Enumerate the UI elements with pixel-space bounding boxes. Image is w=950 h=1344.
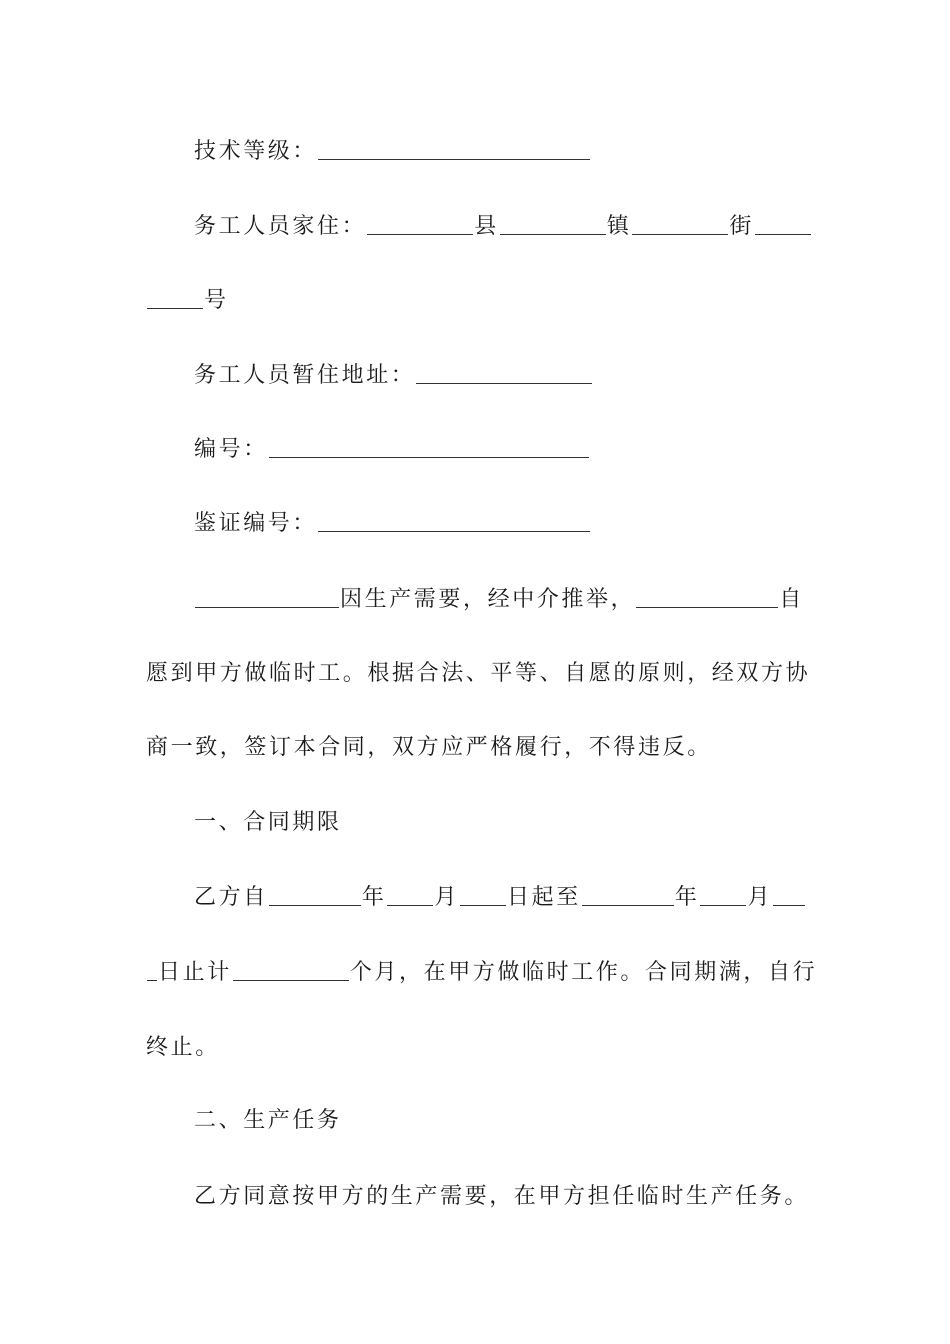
- months-blank[interactable]: [233, 956, 349, 981]
- serial-line: [146, 430, 806, 470]
- term-line-1: [146, 878, 806, 918]
- section-2-heading: 二、生产任务: [194, 1108, 342, 1133]
- end-month-blank[interactable]: [700, 881, 746, 906]
- street-blank[interactable]: [632, 210, 728, 235]
- serial-blank[interactable]: [269, 433, 589, 458]
- end-day-blank-b[interactable]: [147, 956, 157, 981]
- worker-blank[interactable]: [636, 583, 778, 608]
- preamble-line-1: [146, 580, 806, 620]
- term-months-text: 个月，在甲方做临时工作。合同期满，自行: [349, 960, 818, 985]
- start-year-blank[interactable]: [269, 881, 361, 906]
- start-day-blank[interactable]: [460, 881, 506, 906]
- verification-label: 鉴证编号：: [194, 511, 318, 536]
- verification-blank[interactable]: [318, 507, 590, 532]
- section-1-heading: 一、合同期限: [194, 810, 342, 835]
- temp-address-line: [146, 356, 806, 396]
- preamble-line-3: 商一致，签订本合同，双方应严格履行，不得违反。: [146, 735, 712, 760]
- section-2-text: 乙方同意按甲方的生产需要，在甲方担任临时生产任务。: [194, 1184, 810, 1209]
- town-blank[interactable]: [500, 210, 606, 235]
- term-line-2: [146, 953, 818, 993]
- serial-label: 编号：: [194, 437, 268, 462]
- county-blank[interactable]: [367, 210, 473, 235]
- skill-level-line: [146, 132, 806, 172]
- employer-blank[interactable]: [195, 583, 339, 608]
- start-day-label: 日起至: [507, 885, 581, 910]
- temp-address-label: 务工人员暂住地址：: [194, 363, 416, 388]
- start-year-label: 年: [361, 885, 387, 910]
- end-month-label: 月: [747, 885, 773, 910]
- start-month-label: 月: [434, 885, 460, 910]
- number-blank-a[interactable]: [755, 210, 811, 235]
- preamble-text-1: 因生产需要，经中介推举，: [340, 587, 636, 612]
- street-label: 街: [729, 214, 755, 239]
- term-line-3: 终止。: [146, 1035, 220, 1060]
- home-address-label: 务工人员家住：: [194, 214, 367, 239]
- end-day-blank-a[interactable]: [773, 881, 805, 906]
- term-day-end: 日止计: [158, 960, 232, 985]
- skill-level-label: 技术等级：: [194, 139, 318, 164]
- start-month-blank[interactable]: [387, 881, 433, 906]
- home-address-line-2: [146, 281, 806, 321]
- preamble-line-2: 愿到甲方做临时工。根据合法、平等、自愿的原则，经双方协: [146, 661, 811, 686]
- town-label: 镇: [606, 214, 632, 239]
- verification-line: [146, 504, 806, 544]
- temp-address-blank[interactable]: [416, 359, 592, 384]
- number-label: 号: [204, 288, 229, 313]
- preamble-text-2: 自: [779, 587, 804, 612]
- end-year-blank[interactable]: [582, 881, 674, 906]
- end-year-label: 年: [674, 885, 700, 910]
- number-blank-b[interactable]: [147, 284, 203, 309]
- skill-level-blank[interactable]: [318, 135, 590, 160]
- county-label: 县: [474, 214, 499, 239]
- home-address-line: [146, 207, 806, 247]
- term-text-start: 乙方自: [194, 885, 268, 910]
